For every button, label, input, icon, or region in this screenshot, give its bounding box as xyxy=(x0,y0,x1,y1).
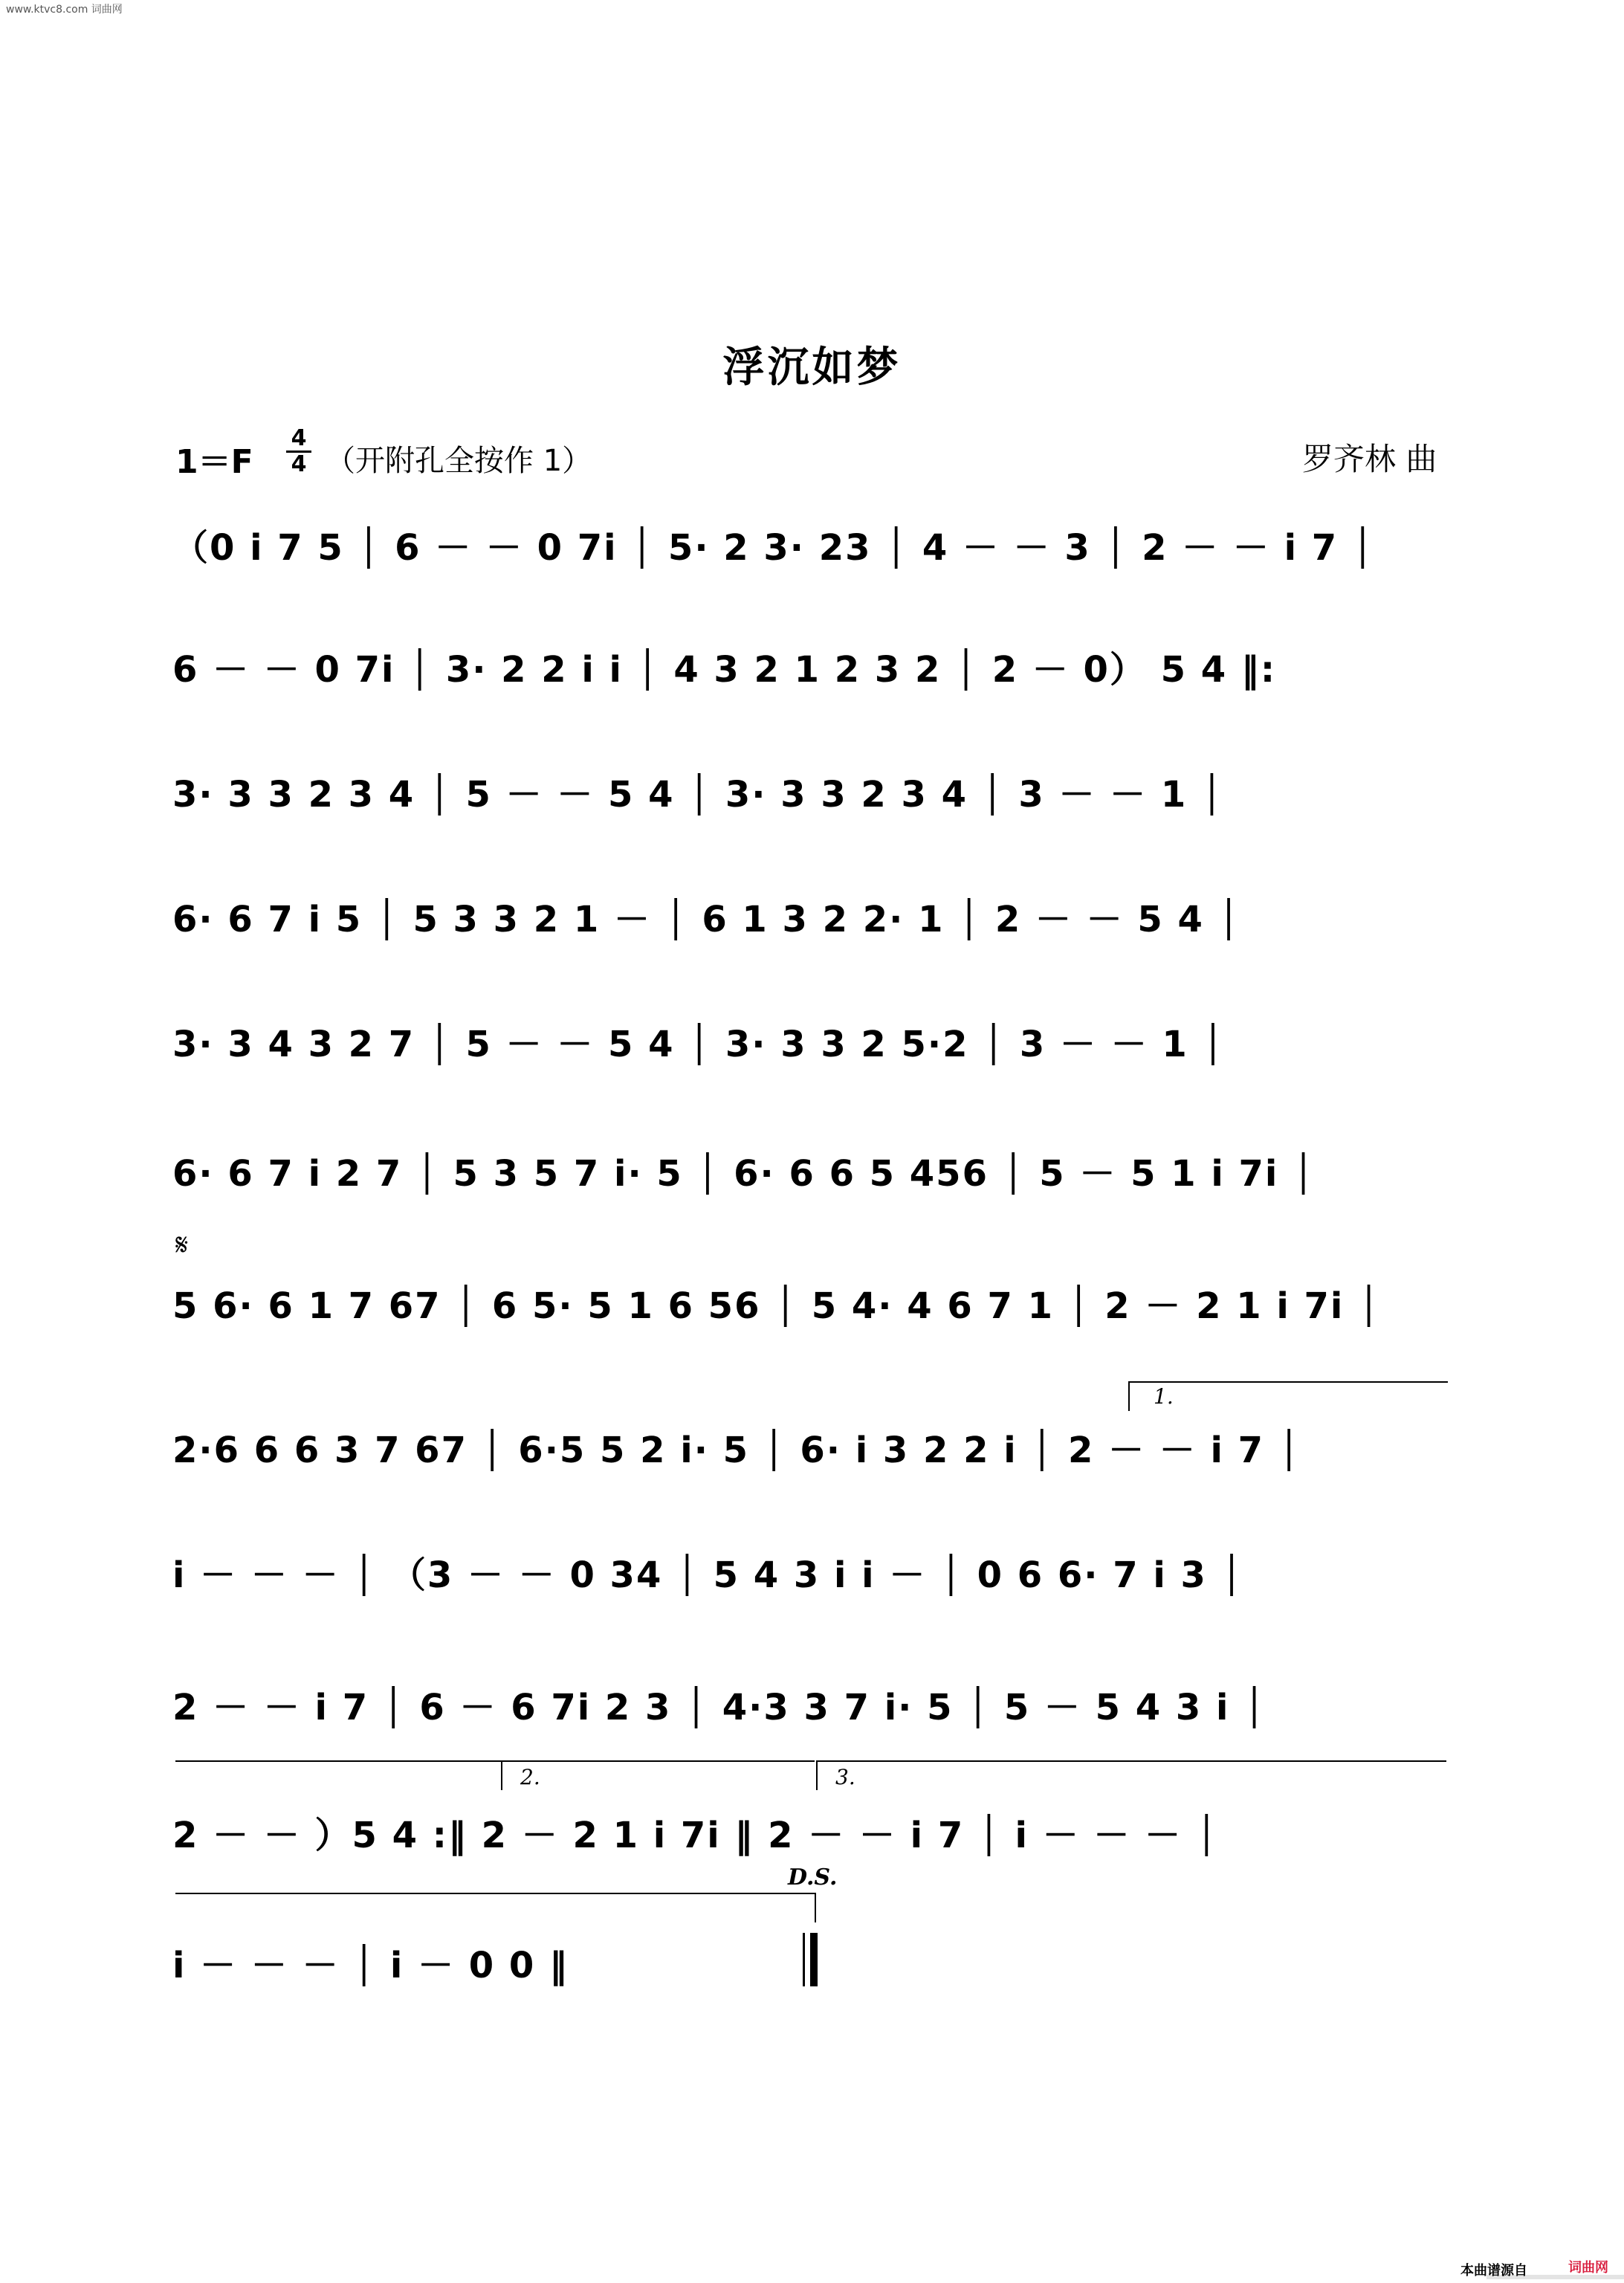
volta-2-bracket xyxy=(175,1760,815,1762)
score-line-2: 6 － － 0 7i │ 3· 2 2 i i │ 4 3 2 1 2 3 2 │ 2 － 0） 5 4 ‖: xyxy=(172,649,1277,691)
volta-2-bracket-edge xyxy=(501,1760,502,1790)
score-line-11: 2 － － ）5 4 :‖ 2 － 2 1 i 7i ‖ 2 － － i 7 │ i － － － │ xyxy=(172,1815,1219,1856)
volta-1-bracket-edge xyxy=(1128,1381,1130,1411)
volta-3-label: 3. xyxy=(835,1765,855,1789)
volta-3-bracket-edge xyxy=(816,1760,818,1790)
dal-segno-mark: D.S. xyxy=(788,1864,838,1890)
key-signature: 1＝F xyxy=(175,443,253,481)
final-barline-thick xyxy=(810,1933,818,1986)
score-line-4: 6· 6 7 i 5 │ 5 3 3 2 1 － │ 6 1 3 2 2· 1 │ 2 － － 5 4 │ xyxy=(172,899,1241,940)
score-line-7: 5 6· 6 1 7 67 │ 6 5· 5 1 6 56 │ 5 4· 4 6 7 1 │ 2 － 2 1 i 7i │ xyxy=(172,1285,1381,1327)
site-watermark: www.ktvc8.com 词曲网 xyxy=(6,4,123,16)
time-signature-top: 4 xyxy=(291,425,307,451)
time-signature xyxy=(286,427,311,476)
volta-1-bracket xyxy=(1128,1381,1448,1383)
ds-bracket xyxy=(175,1893,816,1894)
score-line-3: 3· 3 3 2 3 4 │ 5 － － 5 4 │ 3· 3 3 2 3 4 │ 3 － － 1 │ xyxy=(172,774,1224,816)
volta-1-label: 1. xyxy=(1154,1384,1174,1409)
time-signature-bottom: 4 xyxy=(291,451,307,477)
segno-sign: 𝄋 xyxy=(175,1228,189,1262)
score-line-1: （0 i 7 5 │ 6 － － 0 7i │ 5· 2 3· 23 │ 4 － － 3 │ 2 － － i 7 │ xyxy=(172,527,1375,569)
score-line-12: i － － － │ i － 0 0 ‖ xyxy=(172,1945,569,1986)
score-line-8: 2·6 6 6 3 7 67 │ 6·5 5 2 i· 5 │ 6· i 3 2 2 i │ 2 － － i 7 │ xyxy=(172,1430,1301,1471)
footer-site-logo[interactable]: 词曲网 xyxy=(1568,2260,1608,2276)
footer-source-text: 本曲谱源自 xyxy=(1460,2263,1527,2279)
volta-3-bracket xyxy=(816,1760,1446,1762)
fingering-note: （开附孔全按作 1） xyxy=(326,444,592,478)
score-line-6: 6· 6 7 i 2 7 │ 5 3 5 7 i· 5 │ 6· 6 6 5 456 │ 5 － 5 1 i 7i │ xyxy=(172,1153,1316,1195)
score-line-10: 2 － － i 7 │ 6 － 6 7i 2 3 │ 4·3 3 7 i· 5 │ 5 － 5 4 3 i │ xyxy=(172,1687,1267,1728)
ds-bracket-edge xyxy=(815,1893,816,1922)
volta-2-label: 2. xyxy=(520,1765,540,1789)
song-title: 浮沉如梦 xyxy=(722,343,902,392)
score-line-9: i － － － │ （3 － － 0 34 │ 5 4 3 i i － │ 0 6 6· 7 i 3 │ xyxy=(172,1554,1244,1596)
composer-credit: 罗齐林 曲 xyxy=(1302,441,1437,477)
final-barline-thin xyxy=(803,1933,805,1986)
score-line-5: 3· 3 4 3 2 7 │ 5 － － 5 4 │ 3· 3 3 2 5·2 │ 3 － － 1 │ xyxy=(172,1024,1226,1065)
